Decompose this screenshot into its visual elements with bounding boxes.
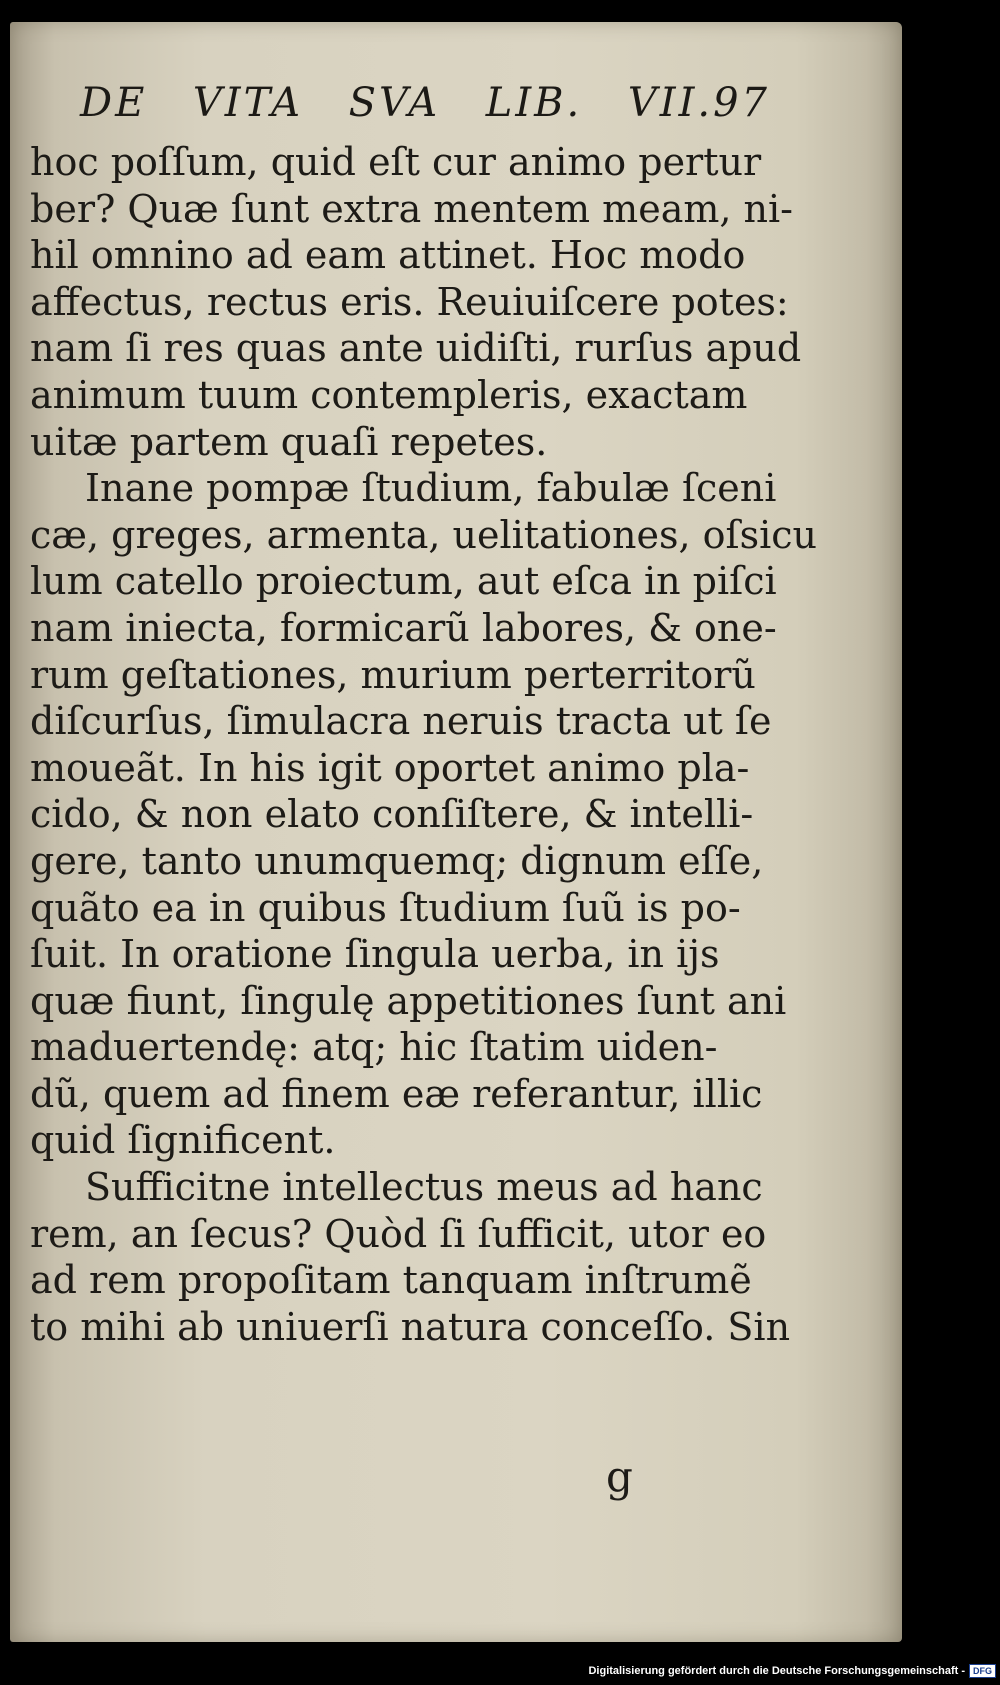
digitization-credit [588, 1664, 996, 1678]
header-word: LIB. [485, 80, 583, 126]
text-line: nam iniecta, formicarũ labores, & one- [30, 605, 777, 650]
text-line: dũ, quem ad finem eæ referantur, illic [30, 1071, 763, 1116]
text-line: affectus, rectus eris. Reuiuiſcere potes: [30, 279, 789, 324]
text-line: hoc poſſum, quid eſt cur animo pertur [30, 140, 762, 184]
page-number: VII.97 [627, 80, 770, 126]
text-line: Inane pompæ ſtudium, fabulæ ſceni [85, 466, 777, 511]
text-line: gere, tanto unumquemq; dignum eſſe, [30, 838, 764, 883]
text-line: animum tuum contempleris, exactam [30, 372, 748, 417]
text-line: cæ, greges, armenta, uelitationes, oſsicu [30, 512, 817, 557]
header-word: DE [80, 80, 148, 126]
running-header [80, 80, 770, 126]
dfg-logo-icon: DFG [969, 1664, 996, 1678]
signature-mark: g [606, 1452, 633, 1501]
text-line: moueãt. In his igit oportet animo pla- [30, 745, 750, 790]
text-line: ad rem propoſitam tanquam inſtrumẽ [30, 1258, 752, 1303]
text-line: rem, an ſecus? Quòd ſi ſufficit, utor eo [30, 1211, 767, 1256]
text-line: diſcurſus, ſimulacra neruis tracta ut ſe [30, 699, 772, 744]
text-line: quãto ea in quibus ſtudium ſuũ is po- [30, 885, 741, 930]
text-line: hil omnino ad eam attinet. Hoc modo [30, 233, 746, 278]
text-line: lum catello proiectum, aut eſca in piſci [30, 559, 777, 604]
text-line: quid ſignificent. [30, 1118, 336, 1163]
text-line: uitæ partem quaſi repetes. [30, 419, 548, 464]
book-page [10, 22, 902, 1642]
header-word: SVA [348, 80, 441, 126]
text-line: ſuit. In oratione ſingula uerba, in ijs [30, 932, 720, 977]
text-line: to mihi ab uniuerſi natura conceſſo. Sin [30, 1304, 791, 1349]
text-line: cido, & non elato conſiſtere, & intelli- [30, 792, 754, 837]
header-word: VITA [192, 80, 303, 126]
body-text [30, 139, 817, 1350]
text-line: maduertendę: atq; hic ſtatim uiden- [30, 1025, 718, 1070]
text-line: ber? Quæ ſunt extra mentem meam, ni- [30, 186, 794, 231]
text-line: rum geſtationes, murium perterritorũ [30, 652, 756, 697]
text-line: nam ſi res quas ante uidiſti, rurſus apud [30, 326, 802, 371]
text-line: quæ fiunt, ſingulę appetitiones ſunt ani [30, 978, 787, 1023]
text-line: Sufficitne intellectus meus ad hanc [85, 1165, 763, 1210]
credit-text: Digitalisierung gefördert durch die Deutsche Forschungsgemeinschaft - [588, 1665, 965, 1677]
